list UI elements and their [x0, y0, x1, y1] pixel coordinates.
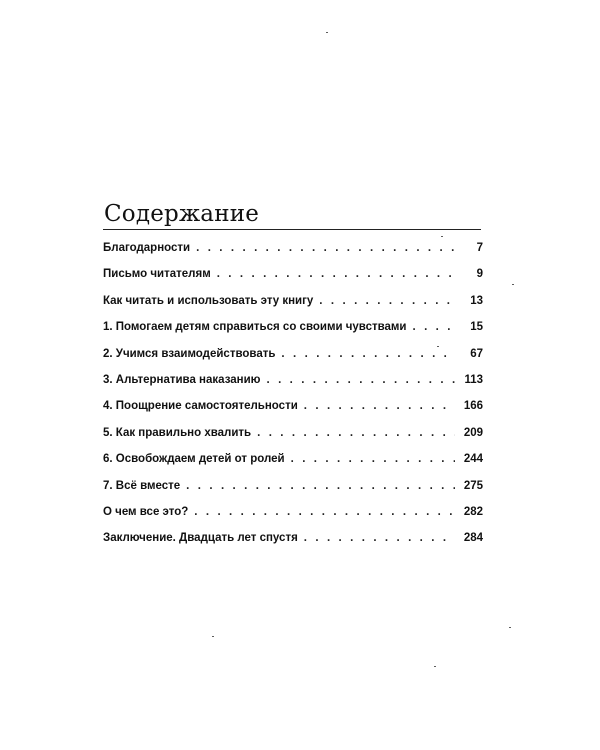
dot-leader: [194, 504, 455, 520]
toc-entry[interactable]: [103, 319, 483, 345]
toc-entry-page: 7: [476, 242, 483, 254]
scan-speck: [512, 284, 514, 285]
toc-entry[interactable]: [103, 346, 483, 372]
toc-entry-page: 9: [476, 268, 483, 281]
toc-entry-label: 5. Как правильно хвалить: [103, 426, 252, 439]
scan-speck: [509, 627, 511, 628]
dot-leader: [186, 478, 455, 494]
toc-entry-page: 275: [463, 479, 483, 492]
toc-entry[interactable]: [103, 372, 483, 398]
toc-entry-label: 2. Учимся взаимодействовать: [103, 347, 276, 360]
toc-entry-label: Письмо читателям: [103, 268, 211, 281]
dot-leader: [304, 530, 455, 546]
toc-entry[interactable]: [103, 504, 483, 530]
toc-entry[interactable]: [103, 530, 483, 556]
toc-entry-label: Благодарности: [103, 242, 191, 254]
toc-entry[interactable]: [103, 425, 483, 451]
toc-entry-page: 113: [464, 373, 483, 386]
table-of-contents: [103, 200, 483, 557]
toc-entry[interactable]: [103, 240, 483, 266]
toc-entry-label: 3. Альтернатива наказанию: [103, 373, 261, 386]
dot-leader: [319, 293, 455, 309]
toc-entry-label: Как читать и использовать эту книгу: [103, 294, 314, 307]
toc-entry[interactable]: [103, 293, 483, 319]
dot-leader: [217, 266, 455, 282]
toc-entry-label: Заключение. Двадцать лет спустя: [103, 532, 298, 545]
title-underline: [103, 229, 481, 230]
toc-entry-page: 166: [463, 400, 483, 413]
dot-leader: [257, 425, 455, 441]
toc-entry-page: 209: [463, 426, 483, 439]
dot-leader: [304, 398, 455, 414]
toc-entry[interactable]: [103, 266, 483, 292]
dot-leader: [413, 319, 456, 335]
toc-entry-page: 13: [470, 294, 483, 307]
dot-leader: [281, 346, 455, 362]
toc-entry-page: 244: [463, 453, 483, 466]
toc-list: [103, 240, 483, 557]
toc-entry-label: 7. Всё вместе: [103, 479, 181, 492]
scan-speck: [212, 636, 214, 637]
toc-entry-page: 67: [470, 347, 483, 360]
toc-entry-label: 6. Освобождаем детей от ролей: [103, 453, 285, 466]
dot-leader: [291, 451, 455, 467]
dot-leader: [267, 372, 456, 388]
toc-entry-label: 4. Поощрение самостоятельности: [103, 400, 298, 413]
toc-entry[interactable]: [103, 478, 483, 504]
scan-speck: [326, 32, 328, 33]
toc-entry[interactable]: [103, 398, 483, 424]
toc-entry-page: 15: [470, 321, 483, 334]
dot-leader: [196, 240, 455, 256]
toc-title: Содержание: [104, 201, 260, 227]
scan-speck: [434, 666, 436, 667]
toc-entry-page: 282: [463, 505, 483, 518]
toc-entry-label: О чем все это?: [103, 505, 189, 518]
toc-entry[interactable]: [103, 451, 483, 477]
toc-entry-page: 284: [463, 532, 483, 545]
toc-entry-label: 1. Помогаем детям справиться со своими чувствами: [103, 321, 407, 334]
